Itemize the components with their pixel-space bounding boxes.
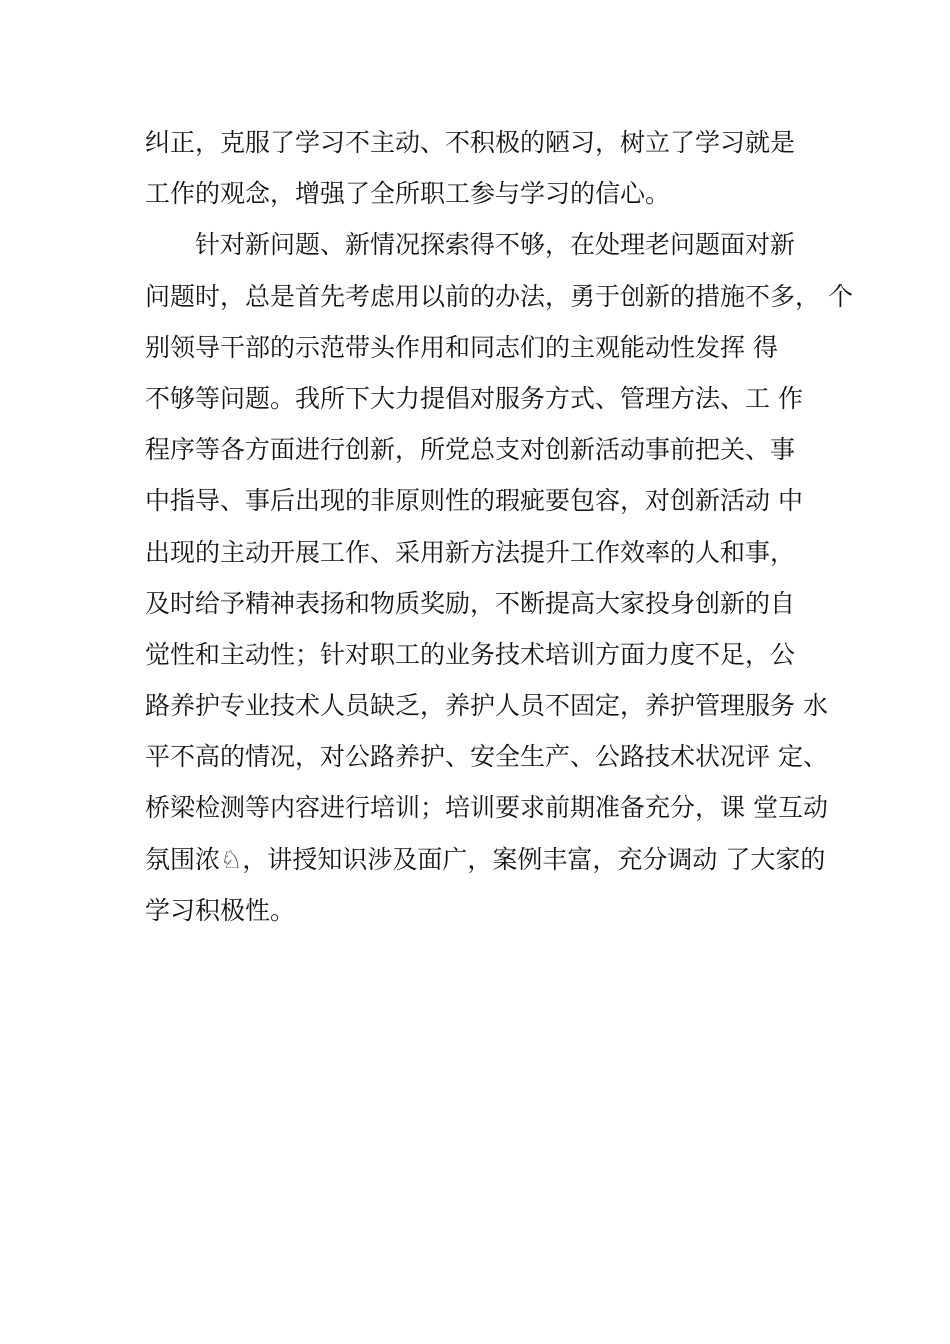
text-line-14: 桥梁检测等内容进行培训；培训要求前期准备充分，课 堂互动 xyxy=(145,793,828,823)
text-line-4: 问题时，总是首先考虑用以前的办法，勇于创新的措施不多， 个 xyxy=(145,281,853,311)
text-line-10: 及时给予精神表扬和物质奖励，不断提高大家投身创新的自 xyxy=(145,588,796,618)
body-text xyxy=(145,117,853,936)
text-line-6: 不够等问题。我所下大力提倡对服务方式、管理方法、工 作 xyxy=(145,383,803,413)
text-line-13: 平不高的情况，对公路养护、安全生产、公路技术状况评 定、 xyxy=(145,742,828,772)
text-line-7: 程序等各方面进行创新，所党总支对创新活动事前把关、事 xyxy=(145,435,796,465)
text-line-3: 针对新问题、新情况探索得不够，在处理老问题面对新 xyxy=(195,230,796,260)
text-line-5: 别领导干部的示范带头作用和同志们的主观能动性发挥 得 xyxy=(145,332,778,362)
text-line-15: 氛围浓♘，讲授知识涉及面广，案例丰富，充分调动 了大家的 xyxy=(145,844,826,874)
text-line-16: 学习积极性。 xyxy=(145,895,296,925)
text-line-12: 路养护专业技术人员缺乏，养护人员不固定，养护管理服务 水 xyxy=(145,691,828,721)
text-line-11: 觉性和主动性；针对职工的业务技术培训方面力度不足，公 xyxy=(145,639,796,669)
text-line-8: 中指导、事后出现的非原则性的瑕疵要包容，对创新活动 中 xyxy=(145,486,803,516)
text-line-2: 工作的观念，增强了全所职工参与学习的信心。 xyxy=(145,179,671,209)
text-line-9: 出现的主动开展工作、采用新方法提升工作效率的人和事， xyxy=(145,537,796,567)
text-line-1: 纠正，克服了学习不主动、不积极的陋习，树立了学习就是 xyxy=(145,128,796,157)
